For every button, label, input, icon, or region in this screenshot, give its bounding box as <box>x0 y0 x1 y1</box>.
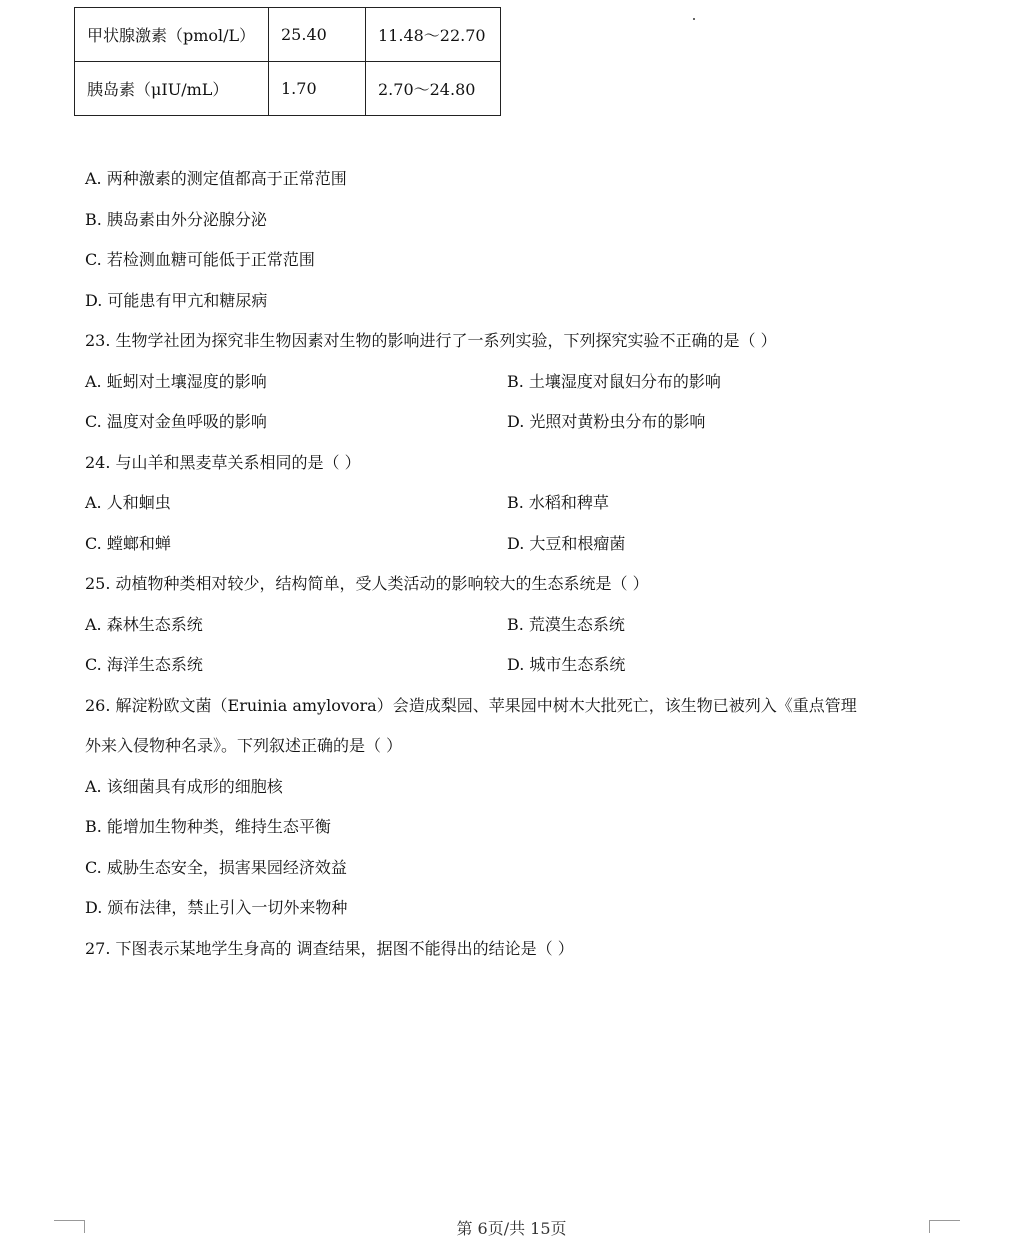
q22-option-a: A. 两种激素的测定值都高于正常范围 <box>85 169 347 188</box>
q23-stem: 23. 生物学社团为探究非生物因素对生物的影响进行了一系列实验，下列探究实验不正确的是（ ） <box>85 331 777 350</box>
q27-stem: 27. 下图表示某地学生身高的 调查结果，据图不能得出的结论是（ ） <box>85 939 574 958</box>
q23-option-b: B. 土壤湿度对鼠妇分布的影响 <box>507 372 721 391</box>
q24-option-c: C. 螳螂和蝉 <box>85 534 171 553</box>
q26-stem-line2: 外来入侵物种名录》。下列叙述正确的是（ ） <box>85 736 403 755</box>
table-row <box>75 8 501 62</box>
table-cell-range: 11.48～22.70 <box>366 8 501 62</box>
stray-mark <box>693 18 695 20</box>
q24-option-a: A. 人和蛔虫 <box>85 493 171 512</box>
page-number: 第 6页/共 15页 <box>456 1219 567 1238</box>
q23-option-a: A. 蚯蚓对土壤湿度的影响 <box>85 372 267 391</box>
q22-option-b: B. 胰岛素由外分泌腺分泌 <box>85 210 267 229</box>
table-cell-name: 胰岛素（μIU/mL） <box>75 62 269 116</box>
q25-option-d: D. 城市生态系统 <box>507 655 626 674</box>
q25-stem: 25. 动植物种类相对较少，结构简单，受人类活动的影响较大的生态系统是（ ） <box>85 574 649 593</box>
q24-option-d: D. 大豆和根瘤菌 <box>507 534 626 553</box>
q22-option-c: C. 若检测血糖可能低于正常范围 <box>85 250 315 269</box>
hormone-table <box>74 7 501 116</box>
q22-option-d: D. 可能患有甲亢和糖尿病 <box>85 291 268 310</box>
q26-option-b: B. 能增加生物种类，维持生态平衡 <box>85 817 331 836</box>
q24-stem: 24. 与山羊和黑麦草关系相同的是（ ） <box>85 453 361 472</box>
q23-option-d: D. 光照对黄粉虫分布的影响 <box>507 412 706 431</box>
table-row <box>75 62 501 116</box>
q24-option-b: B. 水稻和稗草 <box>507 493 609 512</box>
q25-option-a: A. 森林生态系统 <box>85 615 203 634</box>
q26-option-a: A. 该细菌具有成形的细胞核 <box>85 777 283 796</box>
table-cell-name: 甲状腺激素（pmol/L） <box>75 8 269 62</box>
table-cell-value: 1.70 <box>269 62 366 116</box>
table-cell-value: 25.40 <box>269 8 366 62</box>
q25-option-c: C. 海洋生态系统 <box>85 655 203 674</box>
q26-stem-line1: 26. 解淀粉欧文菌（Eruinia amylovora）会造成梨园、苹果园中树木大批死亡，该生物已被列入《重点管理 <box>85 696 857 715</box>
q26-option-c: C. 威胁生态安全，损害果园经济效益 <box>85 858 347 877</box>
q23-option-c: C. 温度对金鱼呼吸的影响 <box>85 412 267 431</box>
q26-option-d: D. 颁布法律，禁止引入一切外来物种 <box>85 898 348 917</box>
q25-option-b: B. 荒漠生态系统 <box>507 615 625 634</box>
table-cell-range: 2.70～24.80 <box>366 62 501 116</box>
